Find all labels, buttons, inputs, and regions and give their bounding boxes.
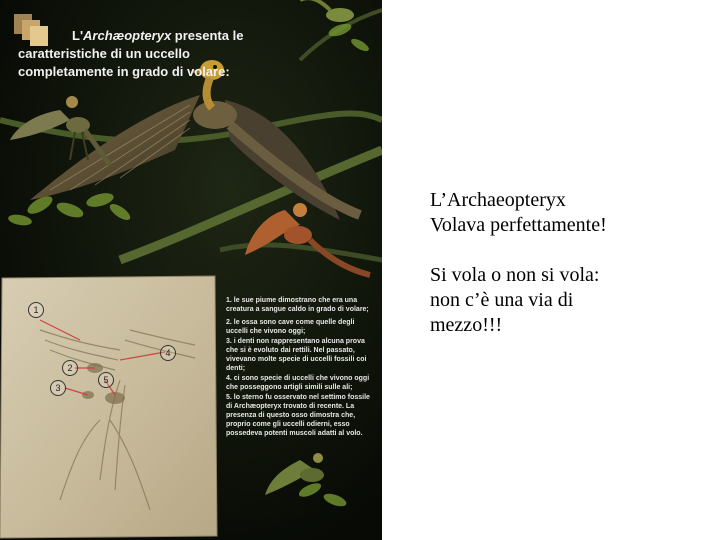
slide-line-2: Volava perfettamente! (430, 214, 607, 236)
fossil-marker-4: 4 (160, 345, 176, 361)
header-line-2: caratteristiche di un uccello (18, 46, 190, 61)
slide-line-4: non c’è una via di (430, 289, 574, 311)
fossil-marker-1: 1 (28, 302, 44, 318)
feature-point-3: 3. i denti non rappresentano alcuna prova che si è evoluto dai rettili. Nel passato, vivevano molte specie di uccelli fossili coi denti; (226, 338, 367, 372)
feature-point-5: 5. lo sterno fu osservato nel settimo fossile di Archæopteryx trovato di recente. La presenza di questo osso dimostra che, proprio come gli uccelli odierni, esso possedeva potenti muscoli adatti al volo. (226, 394, 370, 437)
feature-point-2: 2. le ossa sono cave come quelle degli uccelli che vivono oggi; (226, 319, 355, 335)
feature-point-4: 4. ci sono specie di uccelli che vivono oggi che posseggono artigli simili sulle ali; (226, 375, 370, 391)
slide-text-block (430, 188, 700, 338)
fossil-marker-2: 2 (62, 360, 78, 376)
slide-line-3: Si vola o non si vola: (430, 264, 600, 286)
header-line-1: L'Archæopteryx presenta le (72, 28, 244, 43)
fossil-marker-5: 5 (98, 372, 114, 388)
header-line-3: completamente in grado di volare: (18, 64, 230, 79)
slide-line-1: L’Archaeopteryx (430, 189, 566, 211)
fossil-marker-3: 3 (50, 380, 66, 396)
slide-line-5: mezzo!!! (430, 314, 503, 336)
feature-point-1: 1. le sue piume dimostrano che era una creatura a sangue caldo in grado di volare; (226, 297, 369, 313)
